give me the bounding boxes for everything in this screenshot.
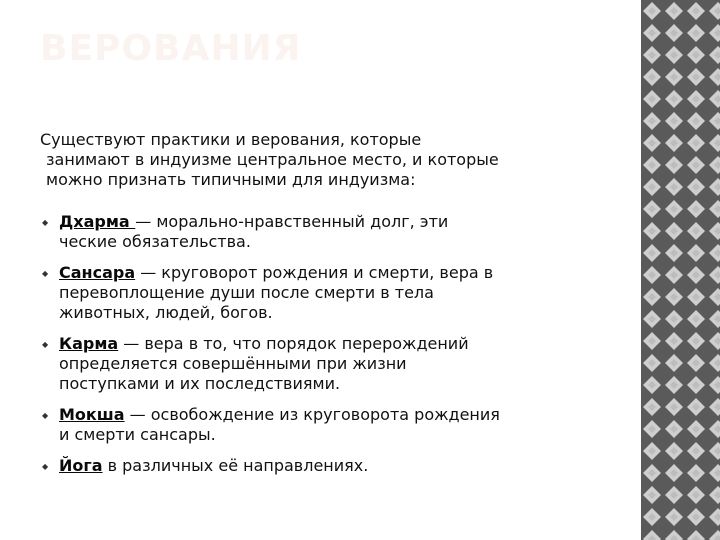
intro-paragraph: Существуют практики и верования, которые занимают в индуизме центральное место, и которые можно признать типичными для индуизма:	[40, 130, 499, 189]
term-moksha[interactable]: Мокша	[59, 405, 125, 424]
list-item	[40, 405, 510, 445]
term-samsara[interactable]: Сансара	[59, 263, 136, 282]
item-text: — морально-нравственный долг, эти ческие обязательства.	[59, 212, 449, 251]
diamond-bullet-icon: ◆	[42, 269, 49, 278]
beliefs-list	[40, 212, 510, 476]
diamond-bullet-icon: ◆	[42, 340, 49, 349]
list-item	[40, 456, 510, 476]
slide-title: ВЕРОВАНИЯ	[40, 28, 302, 69]
list-item	[40, 212, 510, 252]
list-item	[40, 263, 510, 323]
diamond-bullet-icon: ◆	[42, 411, 49, 420]
term-dharma[interactable]: Дхарма	[59, 212, 136, 231]
item-text: — освобождение из круговорота рождения и смерти сансары.	[59, 405, 500, 444]
item-text: в различных её направлениях.	[102, 456, 369, 475]
list-item	[40, 334, 510, 394]
diamond-lattice-pattern	[641, 0, 720, 540]
slide-body	[40, 130, 510, 487]
term-karma[interactable]: Карма	[59, 334, 119, 353]
diamond-bullet-icon: ◆	[42, 462, 49, 471]
diamond-bullet-icon: ◆	[42, 218, 49, 227]
item-text: — вера в то, что порядок перерождений определяется совершёнными при жизни поступками и их последствиями.	[59, 334, 469, 393]
item-text: — круговорот рождения и смерти, вера в перевоплощение души после смерти в тела животных, людей, богов.	[59, 263, 494, 322]
term-yoga[interactable]: Йога	[59, 456, 103, 475]
